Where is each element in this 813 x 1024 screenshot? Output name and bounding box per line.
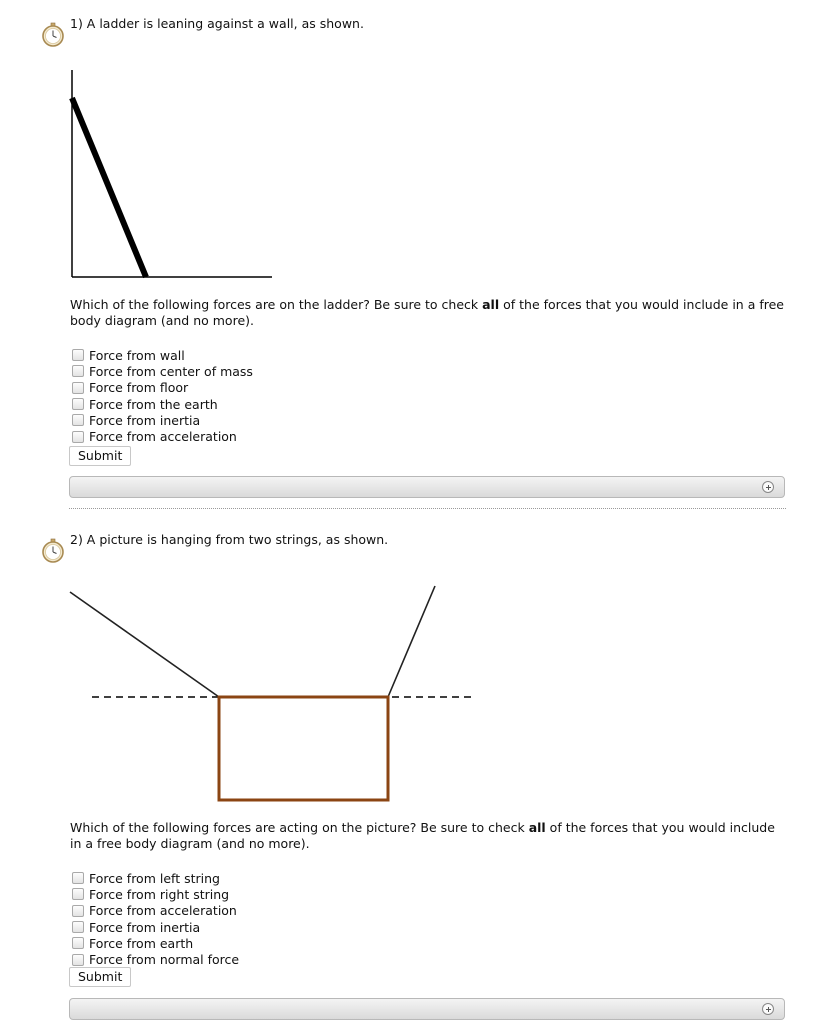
expand-plus-icon[interactable] [762, 481, 774, 493]
picture-frame [219, 697, 388, 800]
choice-force-from-wall[interactable]: Force from wall [72, 347, 253, 363]
ladder-figure [60, 60, 280, 285]
question-1-collapse-bar[interactable] [69, 476, 785, 498]
ladder-line [72, 98, 146, 277]
choice-force-from-acceleration[interactable]: Force from acceleration [72, 428, 253, 444]
right-string [388, 586, 435, 697]
question-2-prompt: Which of the following forces are acting on the picture? Be sure to check all of the forces that you would include in a free body diagram (and no more). [70, 820, 775, 851]
checkbox[interactable] [72, 382, 84, 394]
question-2-collapse-bar[interactable] [69, 998, 785, 1020]
question-2-title: 2) A picture is hanging from two strings, as shown. [70, 532, 389, 547]
choice-force-from-inertia[interactable]: Force from inertia [72, 412, 253, 428]
choice-force-from-inertia[interactable]: Force from inertia [72, 919, 239, 935]
choice-force-from-earth[interactable]: Force from earth [72, 935, 239, 951]
choice-force-from-left-string[interactable]: Force from left string [72, 870, 239, 886]
checkbox[interactable] [72, 414, 84, 426]
checkbox[interactable] [72, 921, 84, 933]
choice-force-from-center-of-mass[interactable]: Force from center of mass [72, 363, 253, 379]
question-1-prompt: Which of the following forces are on the ladder? Be sure to check all of the forces that you would include in a free body diagram (and no more). [70, 297, 784, 328]
stopwatch-icon [41, 22, 65, 48]
checkbox[interactable] [72, 365, 84, 377]
checkbox[interactable] [72, 905, 84, 917]
question-2-submit-button[interactable]: Submit [69, 967, 131, 987]
checkbox[interactable] [72, 888, 84, 900]
checkbox[interactable] [72, 954, 84, 966]
checkbox[interactable] [72, 431, 84, 443]
choice-force-from-normal-force[interactable]: Force from normal force [72, 951, 239, 967]
choice-force-from-the-earth[interactable]: Force from the earth [72, 396, 253, 412]
choice-force-from-floor[interactable]: Force from floor [72, 380, 253, 396]
choice-force-from-acceleration[interactable]: Force from acceleration [72, 903, 239, 919]
hanging-picture-figure [60, 580, 480, 805]
question-1-title: 1) A ladder is leaning against a wall, as shown. [70, 16, 364, 31]
left-string [70, 592, 219, 697]
checkbox[interactable] [72, 872, 84, 884]
checkbox[interactable] [72, 398, 84, 410]
question-1-submit-button[interactable]: Submit [69, 446, 131, 466]
checkbox[interactable] [72, 349, 84, 361]
checkbox[interactable] [72, 937, 84, 949]
question-2-choices [72, 870, 239, 968]
choice-force-from-right-string[interactable]: Force from right string [72, 886, 239, 902]
expand-plus-icon[interactable] [762, 1003, 774, 1015]
question-1-choices [72, 347, 253, 445]
question-divider [69, 508, 786, 509]
stopwatch-icon [41, 538, 65, 564]
